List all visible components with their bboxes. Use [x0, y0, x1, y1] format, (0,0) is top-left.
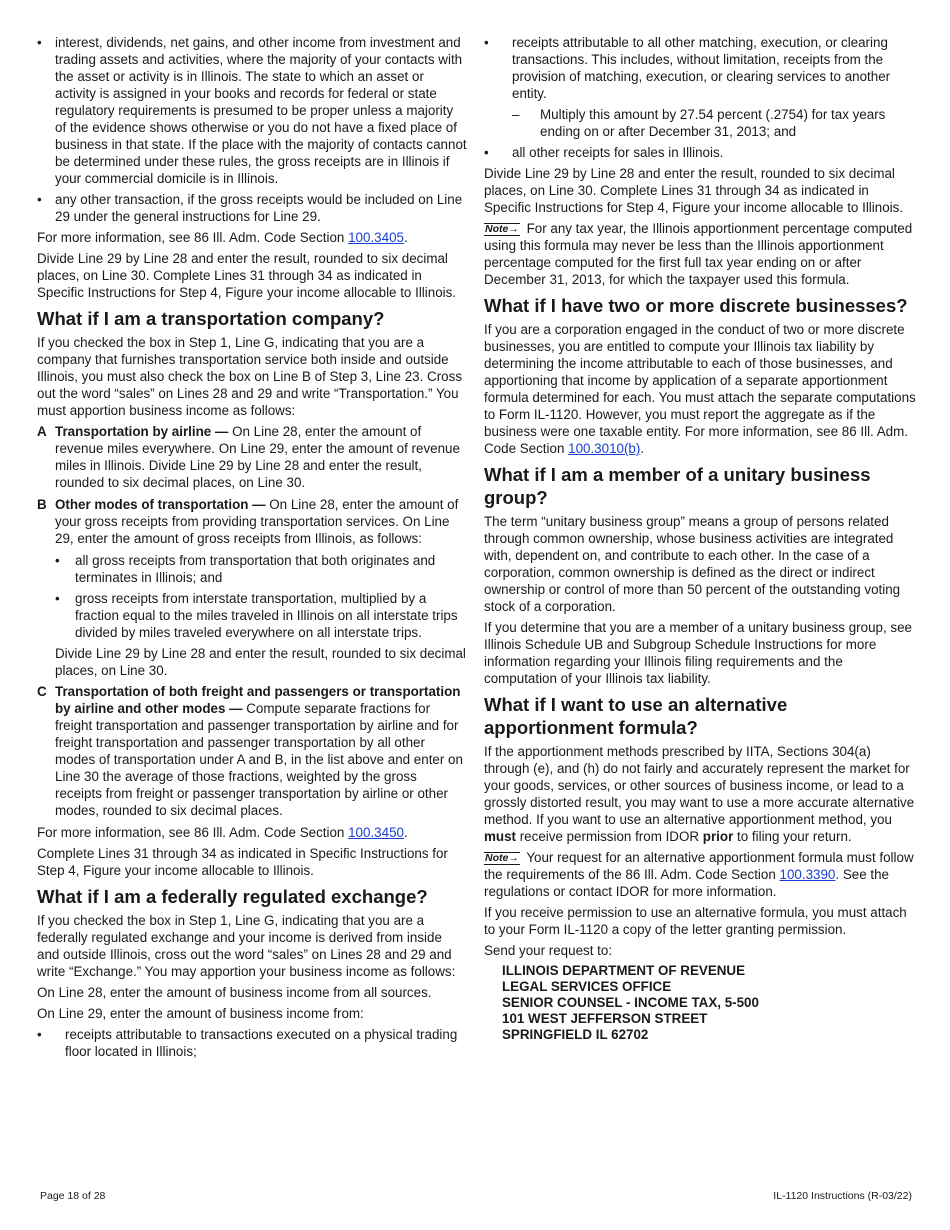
exchange-paragraph: If you checked the box in Step 1, Line G, indicating that you are a federally regulated exchange and your income is derived from inside and outside Illinois, cross out the word “sales” on Lines 28 and 29 and write “Exchange.” You may apportion your business income as follows: — [37, 913, 456, 979]
address-line: LEGAL SERVICES OFFICE — [502, 979, 672, 994]
link-100-3405[interactable]: 100.3405 — [348, 230, 404, 245]
left-column — [37, 34, 467, 1064]
note-label: Note — [485, 852, 509, 864]
unitary-paragraph-2: If you determine that you are a member of a unitary business group, see Illinois Schedule UB and Subgroup Schedule Instructions for more information regarding your Illinois filing requirements and the computation of your Illinois tax liability. — [484, 620, 912, 686]
exchange-receipts-list-cont — [484, 34, 916, 161]
text: For any tax year, the Illinois apportionment percentage computed using this formula may never be less than the Illinois apportionment percentage computed for the first full tax year ending on or after December 31, 2013, for which the taxpayer used this formula. — [484, 221, 913, 287]
item-text: On Line 28, enter the amount of your gross receipts from providing transportation services. On Line 29, enter the amount of gross receipts from Illinois, as follows: — [55, 497, 459, 546]
heading-transportation: What if I am a transportation company? — [37, 308, 385, 329]
address-line: SPRINGFIELD IL 62702 — [502, 1027, 649, 1042]
mailing-address — [484, 963, 916, 1043]
item-letter: A — [37, 424, 47, 439]
emphasis: must — [484, 829, 516, 844]
item-letter: C — [37, 684, 47, 699]
text: receive permission from IDOR — [516, 829, 703, 844]
line29-paragraph: On Line 29, enter the amount of business income from: — [37, 1006, 364, 1021]
divide-paragraph: Divide Line 29 by Line 28 and enter the result, rounded to six decimal places, on Line 30. Complete Lines 31 through 34 as indicated in Specific Instructions for Step 4, Figure your income allocable to Illinois. — [484, 166, 904, 215]
address-line: 101 WEST JEFFERSON STREET — [502, 1011, 708, 1026]
send-paragraph: Send your request to: — [484, 943, 613, 958]
more-info-paragraph — [37, 229, 467, 246]
text: to filing your return. — [733, 829, 852, 844]
heading-alternative: What if I want to use an alternative apportionment formula? — [484, 694, 788, 738]
text: For more information, see 86 Ill. Adm. Code Section — [37, 825, 349, 840]
list-item: • any other transaction, if the gross receipts would be included on Line 29 under the general instructions for Line 29. — [37, 191, 467, 225]
link-100-3010b[interactable]: 100.3010(b) — [568, 441, 641, 456]
note-icon: Note→ — [485, 223, 519, 235]
list-item: • receipts attributable to transactions executed on a physical trading floor located in Illinois; — [37, 1026, 467, 1060]
heading-unitary: What if I am a member of a unitary business group? — [484, 464, 871, 508]
line28-paragraph: On Line 28, enter the amount of business income from all sources. — [37, 985, 432, 1000]
address-line: SENIOR COUNSEL - INCOME TAX, 5-500 — [502, 995, 759, 1010]
transportation-paragraph: If you checked the box in Step 1, Line G, indicating that you are a company that furnishes transportation service both inside and outside Illinois, you must also check the box on Line B of Step 3, Line 23. Cross out the word “sales” on Lines 28 and 29 and write “Transportation.” You must apportion business income as follows: — [37, 335, 463, 418]
item-title: Other modes of transportation — — [55, 497, 266, 512]
link-100-3450[interactable]: 100.3450 — [348, 825, 404, 840]
exchange-receipts-list — [37, 1026, 467, 1060]
text: . See the regulations or contact IDOR for more information. — [484, 867, 889, 899]
investment-income-list — [37, 34, 467, 225]
address-line: ILLINOIS DEPARTMENT OF REVENUE — [502, 963, 746, 978]
dash-list — [512, 106, 916, 140]
heading-exchange: What if I am a federally regulated exchange? — [37, 886, 428, 907]
unitary-paragraph: The term “unitary business group” means a group of persons related through common ownership, whose business activities are integrated with, dependent on, and contribute to each other. In the case of a corporation, common ownership is defined as the direct or indirect ownership or control of more than 50 percent of the outstanding voting stock of a corporation. — [484, 514, 901, 614]
discrete-paragraph — [484, 321, 916, 457]
heading-discrete: What if I have two or more discrete businesses? — [484, 295, 908, 316]
list-item — [484, 34, 916, 140]
alternative-paragraph — [484, 743, 916, 845]
page-number: Page 18 of 28 — [40, 1190, 106, 1202]
list-item: • all other receipts for sales in Illinois. — [484, 144, 916, 161]
text: Your request for an alternative apportionment formula must follow the requirements of the 86 Ill. Adm. Code Section — [484, 850, 914, 882]
right-column — [484, 34, 916, 1043]
item-title: Transportation of both freight and passengers or transportation by airline and other modes — — [55, 684, 461, 716]
note-paragraph — [484, 220, 916, 288]
note-paragraph — [484, 849, 916, 900]
item-a — [37, 423, 467, 491]
gross-receipts-list — [37, 552, 467, 641]
list-item: • gross receipts from interstate transportation, multiplied by a fraction equal to the miles traveled in Illinois on all interstate trips divided by miles traveled everywhere on all interstate trips. — [37, 590, 467, 641]
b-divide-paragraph: Divide Line 29 by Line 28 and enter the result, rounded to six decimal places, on Line 30. — [55, 646, 466, 678]
text: . — [403, 230, 408, 245]
text: . — [403, 825, 408, 840]
text: . — [640, 441, 645, 456]
text: If you are a corporation engaged in the conduct of two or more discrete businesses, you are entitled to compute your Illinois tax liability by determining the income attributable to each of those businesses, and apportioning that income by application of a separate apportionment formula determined for each. You must attach the separate computations to Form IL-1120. However, you must report the aggregate as if the business were one taxable entity. For more information, see 86 Ill. Adm. Code Section — [484, 322, 916, 456]
item-text: Compute separate fractions for freight transportation and passenger transportation by airline and for freight transportation and passenger transportation by all other modes of transportation under A and B, in the list above and enter on Line 30 the average of those fractions, weighted by the gross receipts from freight or passenger transportation by airline or other modes, rounded to six decimal places. — [55, 701, 463, 818]
note-icon: Note→ — [485, 852, 519, 864]
list-item: • all gross receipts from transportation that both originates and terminates in Illinois; and — [37, 552, 467, 586]
item-b — [37, 496, 467, 547]
list-item: • interest, dividends, net gains, and other income from investment and trading assets and activities, where the majority of your contacts with the asset or activity is in Illinois. The state to which an asset or activity is assigned in your books and records for federal or state regulatory requirements is presumed to be proper unless a majority of the evidence shows otherwise or you do not have a fixed place of business in that state. If the place with the majority of contacts cannot be determined under these rules, the gross receipts are in Illinois if your commercial domicile is in Illinois. — [37, 34, 467, 187]
permission-paragraph: If you receive permission to use an alternative formula, you must attach to your Form IL-1120 a copy of the letter granting permission. — [484, 905, 907, 937]
note-label: Note — [485, 223, 509, 235]
text: receipts attributable to all other matching, execution, or clearing transactions. This includes, without limitation, receipts from the provision of matching, execution, or clearing services to another entity. — [512, 35, 891, 101]
item-text: On Line 28, enter the amount of revenue miles everywhere. On Line 29, enter the amount of revenue miles in Illinois. Divide Line 29 by Line 28 and enter the result, rounded to six decimal places, on Line 30. — [55, 424, 460, 490]
complete-paragraph: Complete Lines 31 through 34 as indicated in Specific Instructions for Step 4, Figure your income allocable to Illinois. — [37, 846, 448, 878]
link-100-3390[interactable]: 100.3390 — [779, 867, 836, 882]
text: If the apportionment methods prescribed by IITA, Sections 304(a) through (e), and (h) do not fairly and accurately represent the market for your goods, services, or other sources of business income, or lead to a grossly distorted result, you may want to use a more accurate alternative method. If you want to use an alternative apportionment method, you — [484, 744, 915, 827]
form-identifier: IL-1120 Instructions (R-03/22) — [773, 1190, 912, 1202]
text: For more information, see 86 Ill. Adm. Code Section — [37, 230, 349, 245]
divide-paragraph: Divide Line 29 by Line 28 and enter the result, rounded to six decimal places, on Line 30. Complete Lines 31 through 34 as indicated in Specific Instructions for Step 4, Figure your income allocable to Illinois. — [37, 251, 457, 300]
item-c — [37, 683, 467, 819]
more-info-paragraph — [37, 824, 467, 841]
item-letter: B — [37, 497, 47, 512]
item-title: Transportation by airline — — [55, 424, 229, 439]
dash-item: – Multiply this amount by 27.54 percent (.2754) for tax years ending on or after December 31, 2013; and — [512, 106, 916, 140]
emphasis: prior — [702, 829, 734, 844]
